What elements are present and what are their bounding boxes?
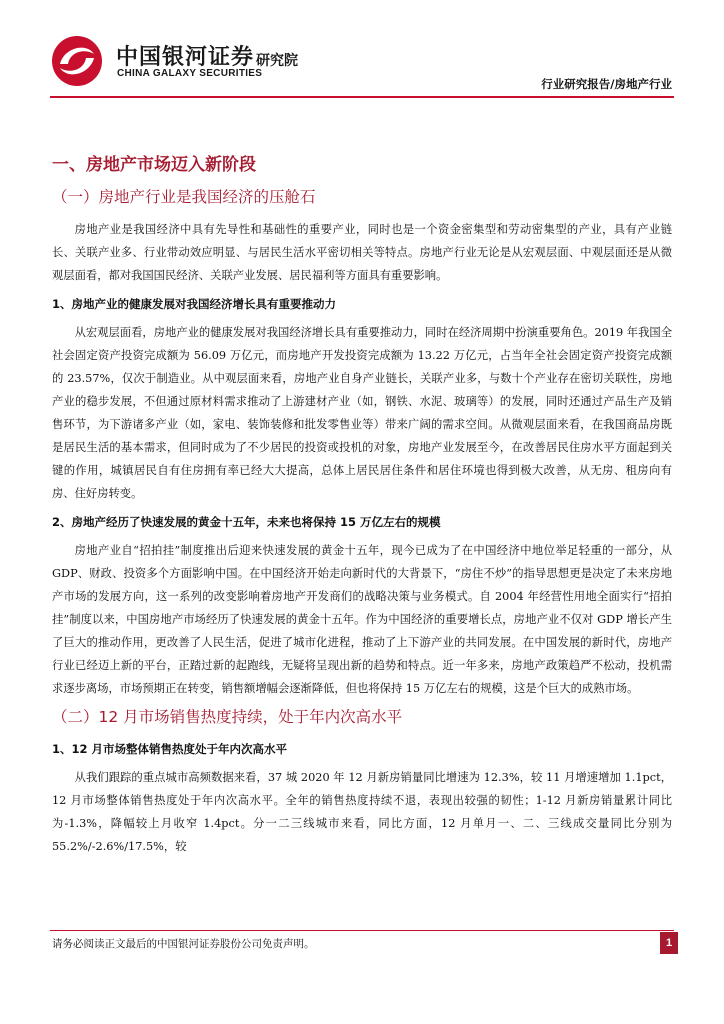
galaxy-logo-icon bbox=[50, 34, 104, 88]
subsection-title-2: （二）12 月市场销售热度持续，处于年内次高水平 bbox=[52, 708, 403, 726]
logo-institute-label: 研究院 bbox=[256, 53, 298, 69]
point-title-1: 1、房地产业的健康发展对我国经济增长具有重要推动力 bbox=[52, 297, 336, 311]
paragraph-2: 从宏观层面看，房地产业的健康发展对我国经济增长具有重要推动力，同时在经济周期中扮演重要角色。2019 年我国全社会固定资产投资完成额为 56.09 万亿元，而房地产开发投资完成额为 13.22 万亿元，占当年全社会固定资产投资完成额的 23.57%，仅次于制造业。从中观层面来看，房地产业自身产业链长，关联产业多，与数十个产业存在密切关联性，房地产业的稳步发展，不但通过原材料需求推动了上游建材产业（如，钢铁、水泥、玻璃等）的发展，同时还通过产品生产及销售环节，为下游诸多产业（如，家电、装饰装修和批发零售业等）带来广阔的需求空间。从微观层面来看，在我国商品房既是居民生活的基本需求，但同时成为了不少居民的投资或投机的对象，房地产业发展至今，在改善居民住房水平方面起到关键的作用，城镇居民自有住房拥有率已经大大提高，总体上居民居住条件和居住环境也得到极大改善，从无房、租房向有房、住好房转变。 bbox=[52, 326, 672, 500]
logo-english-name: CHINA GALAXY SECURITIES bbox=[117, 68, 263, 79]
report-type-label: 行业研究报告/房地产行业 bbox=[541, 77, 672, 91]
page-header bbox=[0, 0, 724, 96]
paragraph-4: 从我们跟踪的重点城市高频数据来看，37 城 2020 年 12 月新房销量同比增速为 12.3%，较 11 月增速增加 1.1pct，12 月市场整体销售热度处于年内次高水平。全年的销售热度持续不退，表现出较强的韧性；1-12 月新房销量累计同比为-1.3%，降幅较上月收窄 1.4pct。分一二三线城市来看，同比方面，12 月单月一、二、三线成交量同比分别为 55.2%/-2.6%/17.5%，较 bbox=[52, 771, 672, 853]
footer-disclaimer: 请务必阅读正文最后的中国银河证券股份公司免责声明。 bbox=[52, 938, 315, 950]
main-content bbox=[52, 140, 672, 862]
point-title-2: 2、房地产经历了快速发展的黄金十五年，未来也将保持 15 万亿左右的规模 bbox=[52, 515, 441, 529]
footer-divider bbox=[50, 930, 674, 931]
paragraph-1: 房地产业是我国经济中具有先导性和基础性的重要产业，同时也是一个资金密集型和劳动密集型的产业，具有产业链长、关联产业多、行业带动效应明显、与居民生活水平密切相关等特点。房地产行业无论是从宏观层面、中观层面还是从微观层面看，都对我国国民经济、关联产业发展、居民福利等方面具有重要影响。 bbox=[52, 223, 672, 282]
paragraph-3: 房地产业自“招拍挂”制度推出后迎来快速发展的黄金十五年，现今已成为了在中国经济中地位举足轻重的一部分，从 GDP、财政、投资多个方面影响中国。在中国经济开始走向新时代的大背景下，“房住不炒”的指导思想更是决定了未来房地产市场的发展方向，这一系列的改变影响着房地产开发商们的战略决策与业务模式。自 2004 年经营性用地全面实行“招拍挂”制度以来，中国房地产市场经历了快速发展的黄金十五年。作为中国经济的重要增长点，房地产业不仅对 GDP 增长产生了巨大的推动作用，更改善了人民生活，促进了城市化进程，推动了上下游产业的共同发展。在中国发展的新时代，房地产行业已经迈上新的平台，正踏过新的起跑线，无疑将呈现出新的趋势和特点。近一年多来，房地产政策趋严不松动，投机需求逐步离场，市场预期正在转变，销售额增幅会逐渐降低，但也将保持 15 万亿左右的规模，这是个巨大的成熟市场。 bbox=[52, 544, 672, 695]
company-logo bbox=[50, 34, 350, 88]
subsection-title-1: （一）房地产行业是我国经济的压舱石 bbox=[52, 188, 316, 206]
logo-chinese-name: 中国银河证券 bbox=[116, 45, 255, 70]
section-title: 一、房地产市场迈入新阶段 bbox=[52, 155, 256, 175]
point-title-3: 1、12 月市场整体销售热度处于年内次高水平 bbox=[52, 742, 288, 756]
page-number: 1 bbox=[660, 932, 678, 954]
header-divider bbox=[50, 96, 674, 98]
